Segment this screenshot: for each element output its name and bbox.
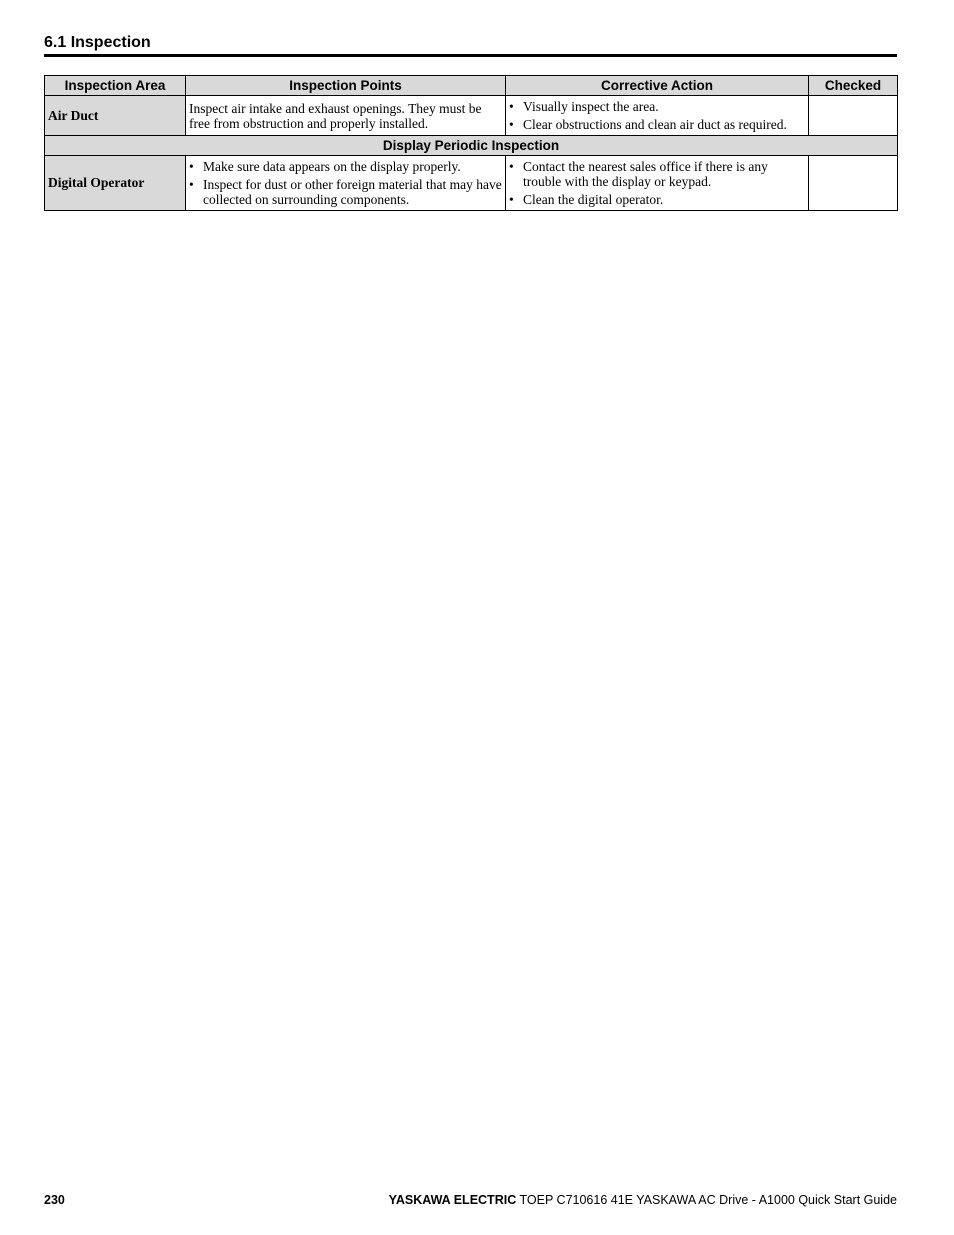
action-list — [509, 99, 805, 132]
checked-cell-digital-operator — [809, 156, 898, 211]
table-header-row — [45, 76, 898, 96]
header-inspection-points: Inspection Points — [186, 76, 506, 96]
header-corrective-action: Corrective Action — [506, 76, 809, 96]
footer-brand: YASKAWA ELECTRIC — [388, 1193, 517, 1207]
row-area-air-duct: Air Duct — [45, 96, 186, 136]
list-item: • Contact the nearest sales office if there is any trouble with the display or keypad. — [509, 159, 805, 189]
checked-cell-air-duct — [809, 96, 898, 136]
footer-document-title: TOEP C710616 41E YASKAWA AC Drive - A1000 Quick Start Guide — [516, 1193, 897, 1207]
group-title: Display Periodic Inspection — [45, 136, 898, 156]
footer-document-info — [389, 1193, 897, 1207]
table-row — [45, 96, 898, 136]
list-item: • Clean the digital operator. — [509, 192, 805, 207]
row-points-air-duct: Inspect air intake and exhaust openings. They must be free from obstruction and properly installed. — [186, 96, 506, 136]
section-title: 6.1 Inspection — [44, 34, 151, 51]
points-list — [189, 159, 502, 207]
group-header-row — [45, 136, 898, 156]
row-actions-digital-operator — [506, 156, 809, 211]
row-actions-air-duct — [506, 96, 809, 136]
header-inspection-area: Inspection Area — [45, 76, 186, 96]
table-row — [45, 156, 898, 211]
action-list — [509, 159, 805, 207]
list-item: • Clear obstructions and clean air duct as required. — [509, 117, 805, 132]
inspection-table — [44, 75, 898, 211]
row-points-digital-operator — [186, 156, 506, 211]
page-number: 230 — [44, 1193, 65, 1207]
list-item: • Inspect for dust or other foreign material that may have collected on surrounding components. — [189, 177, 502, 207]
list-item: • Make sure data appears on the display properly. — [189, 159, 502, 174]
heading-rule — [44, 54, 897, 57]
list-item: • Visually inspect the area. — [509, 99, 805, 114]
header-checked: Checked — [809, 76, 898, 96]
row-area-digital-operator: Digital Operator — [45, 156, 186, 211]
